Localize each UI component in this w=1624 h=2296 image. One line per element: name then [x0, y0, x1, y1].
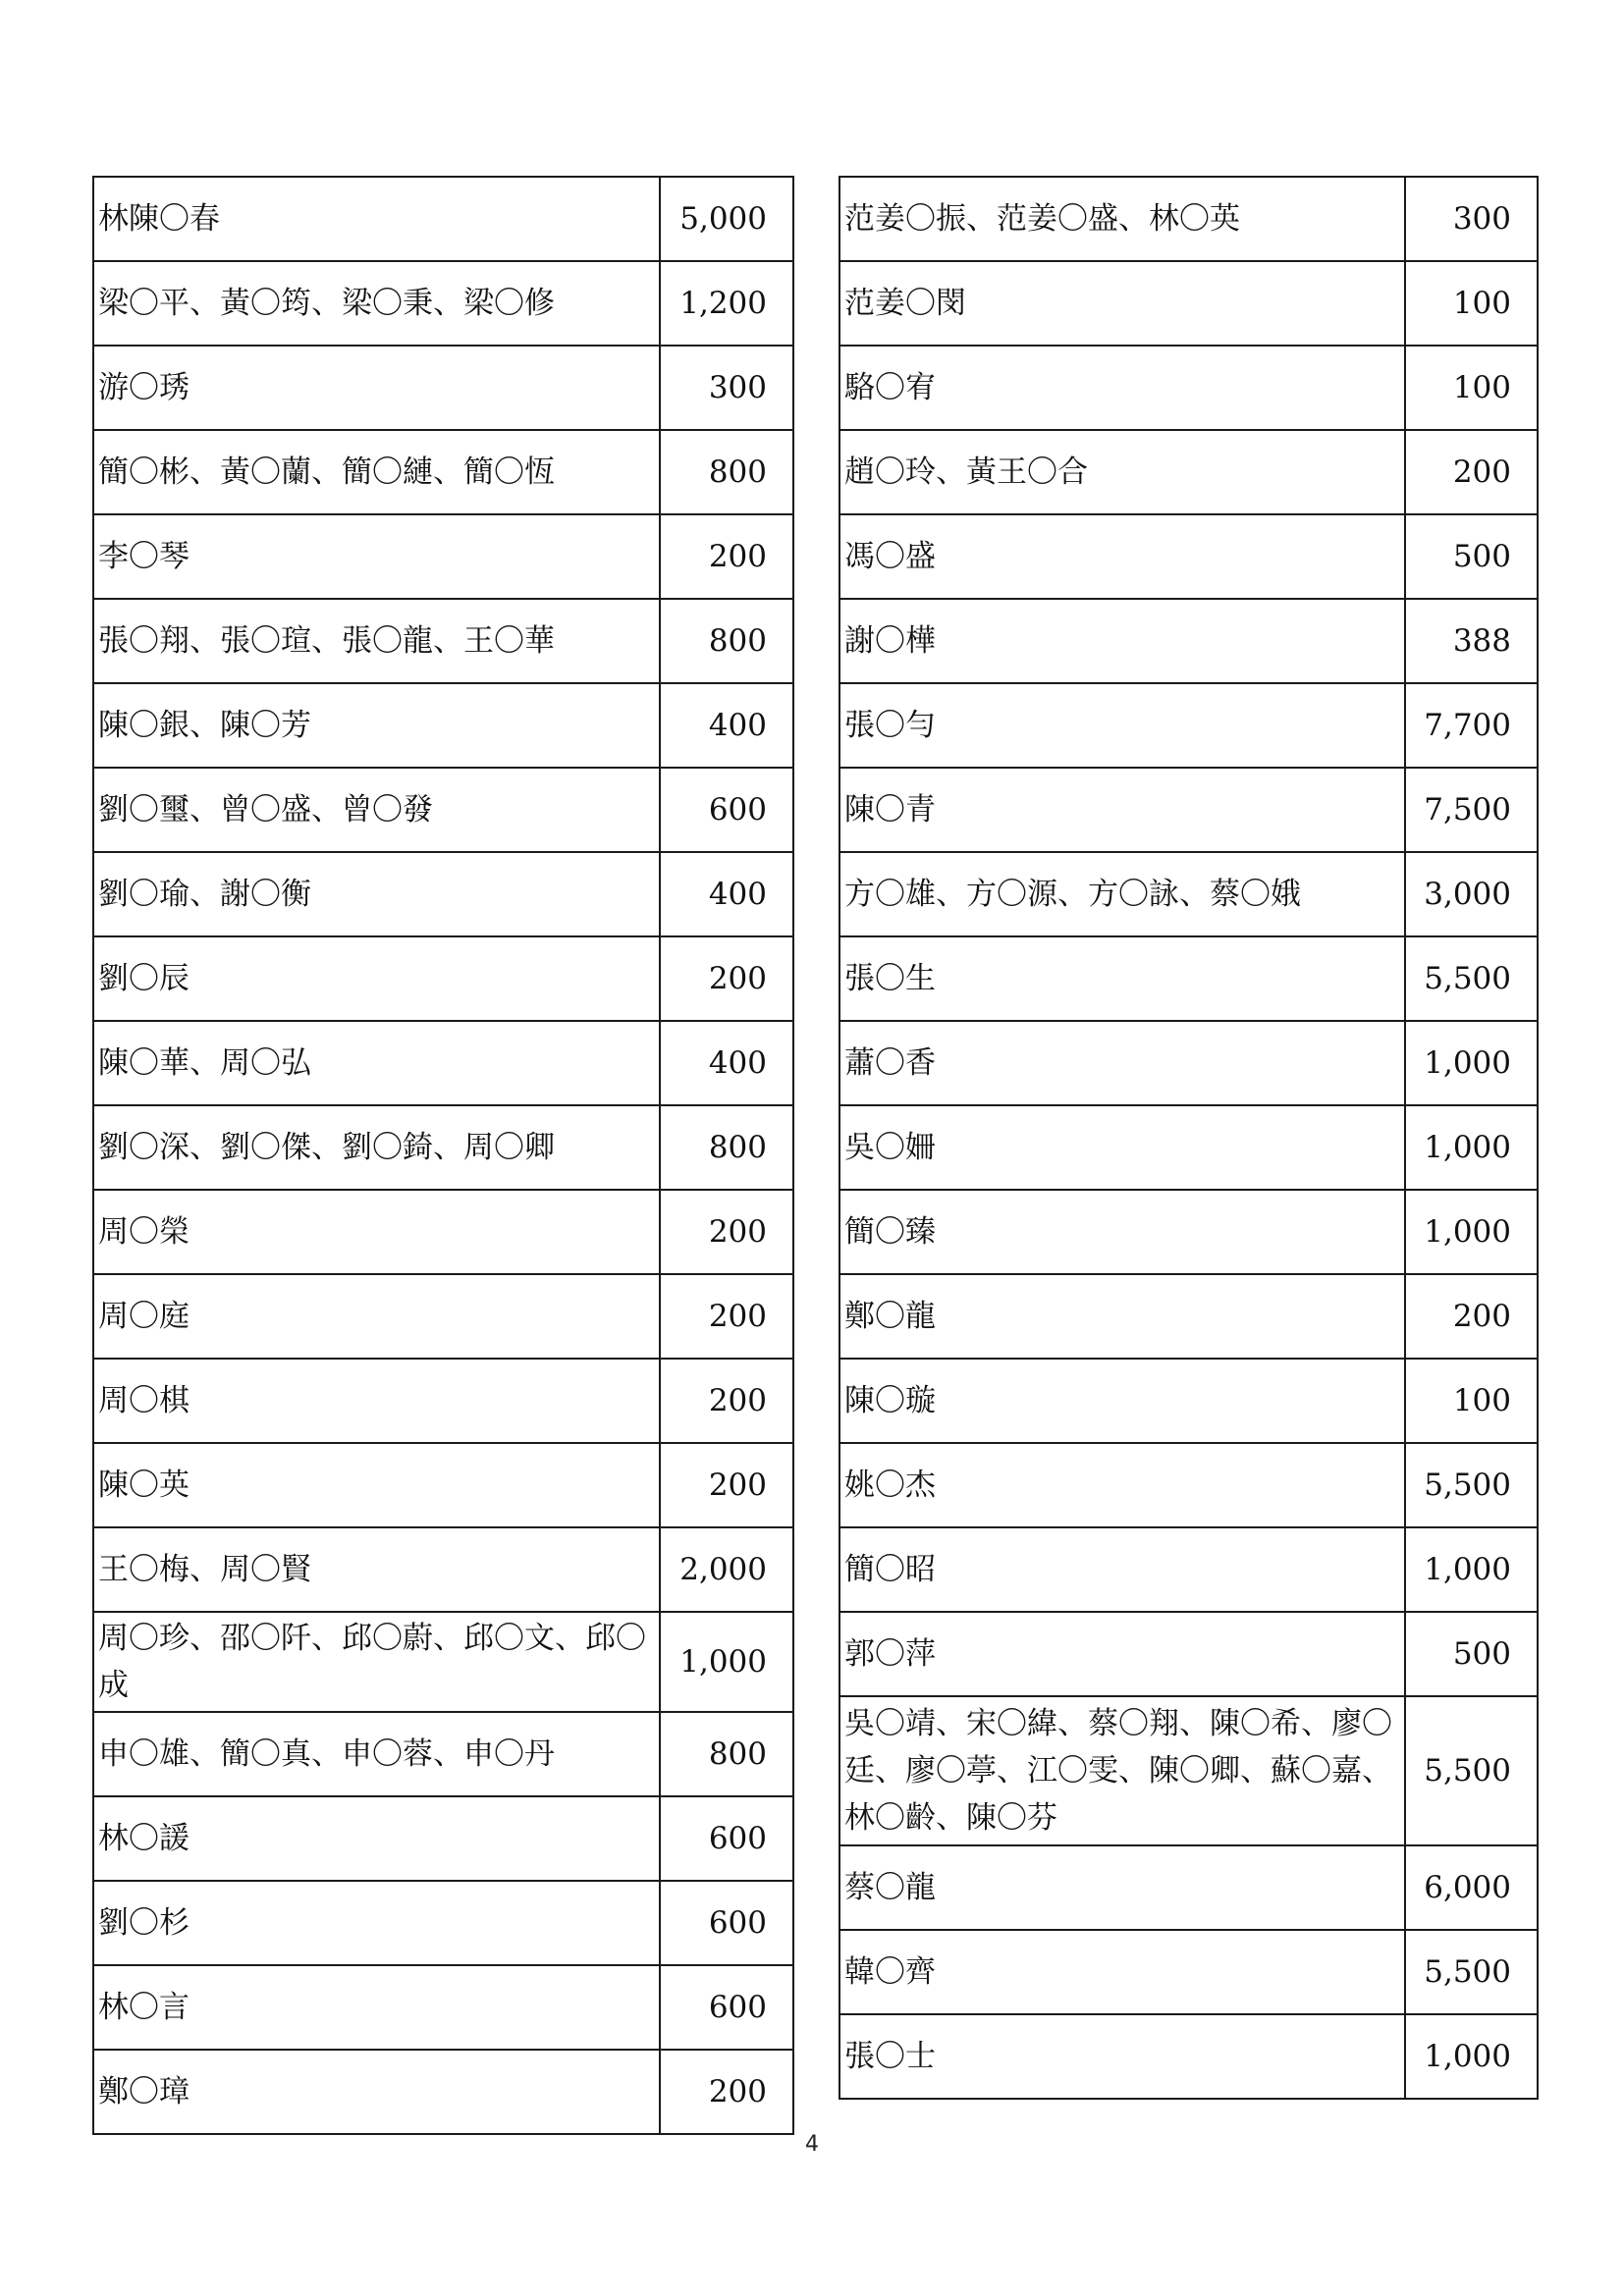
donation-amount: 200: [660, 514, 793, 599]
table-row: [93, 936, 793, 1021]
donor-names: 簡〇昭: [839, 1527, 1405, 1612]
donor-table-right: [839, 176, 1539, 2100]
donation-amount: 400: [660, 852, 793, 936]
table-row: [93, 1105, 793, 1190]
donation-amount: 5,500: [1405, 1696, 1538, 1845]
donation-amount: 200: [660, 1443, 793, 1527]
donor-names: 申〇雄、簡〇真、申〇蓉、申〇丹: [93, 1712, 660, 1796]
donor-names: 張〇勻: [839, 683, 1405, 768]
table-row: [93, 514, 793, 599]
table-row: [839, 514, 1538, 599]
donor-names: 簡〇彬、黃〇蘭、簡〇縺、簡〇恆: [93, 430, 660, 514]
table-row: [93, 599, 793, 683]
donor-names: 趙〇玲、黃王〇合: [839, 430, 1405, 514]
donation-amount: 100: [1405, 346, 1538, 430]
table-row: [93, 261, 793, 346]
donor-names: 周〇榮: [93, 1190, 660, 1274]
table-row: [93, 1443, 793, 1527]
table-row: [839, 1105, 1538, 1190]
donation-amount: 200: [660, 1359, 793, 1443]
donation-amount: 300: [1405, 177, 1538, 261]
donation-amount: 300: [660, 346, 793, 430]
donation-amount: 5,500: [1405, 936, 1538, 1021]
donation-amount: 800: [660, 1712, 793, 1796]
donor-names: 駱〇宥: [839, 346, 1405, 430]
donor-names: 郭〇萍: [839, 1612, 1405, 1696]
donation-amount: 7,700: [1405, 683, 1538, 768]
table-row: [839, 1696, 1538, 1845]
table-row: [839, 1274, 1538, 1359]
donor-names: 游〇琇: [93, 346, 660, 430]
table-row: [93, 1612, 793, 1712]
table-row: [839, 1612, 1538, 1696]
donor-names: 蕭〇香: [839, 1021, 1405, 1105]
table-row: [839, 1527, 1538, 1612]
table-row: [839, 768, 1538, 852]
table-row: [839, 936, 1538, 1021]
donation-amount: 600: [660, 1796, 793, 1881]
donor-names: 張〇生: [839, 936, 1405, 1021]
donor-names: 陳〇華、周〇弘: [93, 1021, 660, 1105]
table-row: [93, 430, 793, 514]
donor-names: 周〇珍、邵〇阡、邱〇蔚、邱〇文、邱〇成: [93, 1612, 660, 1712]
table-row: [839, 177, 1538, 261]
donation-amount: 1,000: [1405, 1190, 1538, 1274]
donor-names: 姚〇杰: [839, 1443, 1405, 1527]
page-number: 4: [805, 2132, 819, 2157]
donation-amount: 3,000: [1405, 852, 1538, 936]
donation-amount: 388: [1405, 599, 1538, 683]
donation-amount: 500: [1405, 514, 1538, 599]
donation-amount: 800: [660, 430, 793, 514]
donation-amount: 400: [660, 683, 793, 768]
donation-amount: 1,000: [1405, 2014, 1538, 2099]
table-row: [93, 1796, 793, 1881]
donation-amount: 600: [660, 768, 793, 852]
table-row: [93, 1021, 793, 1105]
donor-names: 張〇翔、張〇瑄、張〇龍、王〇華: [93, 599, 660, 683]
donation-amount: 2,000: [660, 1527, 793, 1612]
table-row: [839, 430, 1538, 514]
donation-amount: 1,000: [1405, 1021, 1538, 1105]
donation-amount: 1,200: [660, 261, 793, 346]
table-row: [93, 768, 793, 852]
table-row: [839, 683, 1538, 768]
table-row: [93, 852, 793, 936]
table-row: [93, 2050, 793, 2134]
donor-names: 謝〇樺: [839, 599, 1405, 683]
donor-names: 陳〇青: [839, 768, 1405, 852]
donor-names: 李〇琴: [93, 514, 660, 599]
table-row: [839, 2014, 1538, 2099]
donor-names: 張〇士: [839, 2014, 1405, 2099]
donor-names: 吳〇姍: [839, 1105, 1405, 1190]
table-row: [93, 1274, 793, 1359]
donation-amount: 1,000: [1405, 1105, 1538, 1190]
donation-amount: 800: [660, 1105, 793, 1190]
donor-names: 陳〇銀、陳〇芳: [93, 683, 660, 768]
table-row: [93, 177, 793, 261]
donor-names: 馮〇盛: [839, 514, 1405, 599]
table-row: [839, 261, 1538, 346]
table-row: [93, 1712, 793, 1796]
donation-amount: 100: [1405, 1359, 1538, 1443]
donor-names: 吳〇靖、宋〇緯、蔡〇翔、陳〇希、廖〇廷、廖〇葶、江〇雯、陳〇卿、蘇〇嘉、林〇齡、陳〇芬: [839, 1696, 1405, 1845]
donor-names: 范姜〇閔: [839, 261, 1405, 346]
donor-names: 林〇諼: [93, 1796, 660, 1881]
donor-names: 鄭〇璋: [93, 2050, 660, 2134]
donation-amount: 5,000: [660, 177, 793, 261]
table-row: [93, 683, 793, 768]
donation-amount: 6,000: [1405, 1845, 1538, 1930]
table-row: [839, 1930, 1538, 2014]
donor-names: 劉〇深、劉〇傑、劉〇錡、周〇卿: [93, 1105, 660, 1190]
table-row: [93, 1965, 793, 2050]
table-row: [839, 1443, 1538, 1527]
donor-names: 王〇梅、周〇賢: [93, 1527, 660, 1612]
table-row: [839, 346, 1538, 430]
donor-names: 方〇雄、方〇源、方〇詠、蔡〇娥: [839, 852, 1405, 936]
table-row: [93, 1881, 793, 1965]
donor-names: 陳〇璇: [839, 1359, 1405, 1443]
donor-names: 劉〇杉: [93, 1881, 660, 1965]
donation-amount: 5,500: [1405, 1930, 1538, 2014]
donation-amount: 800: [660, 599, 793, 683]
donor-names: 林陳〇春: [93, 177, 660, 261]
donor-table-left: [92, 176, 794, 2135]
donation-amount: 200: [1405, 1274, 1538, 1359]
donation-amount: 400: [660, 1021, 793, 1105]
donation-amount: 200: [660, 936, 793, 1021]
table-row: [93, 1527, 793, 1612]
donation-amount: 200: [660, 1274, 793, 1359]
table-row: [839, 1021, 1538, 1105]
donor-names: 劉〇瑜、謝〇衡: [93, 852, 660, 936]
donor-names: 周〇棋: [93, 1359, 660, 1443]
donation-amount: 200: [660, 1190, 793, 1274]
donor-names: 蔡〇龍: [839, 1845, 1405, 1930]
donor-names: 韓〇齊: [839, 1930, 1405, 2014]
donation-amount: 200: [1405, 430, 1538, 514]
donation-amount: 600: [660, 1881, 793, 1965]
table-row: [839, 852, 1538, 936]
donor-names: 陳〇英: [93, 1443, 660, 1527]
donor-names: 周〇庭: [93, 1274, 660, 1359]
donation-amount: 100: [1405, 261, 1538, 346]
donor-names: 鄭〇龍: [839, 1274, 1405, 1359]
table-row: [839, 1845, 1538, 1930]
donor-names: 林〇言: [93, 1965, 660, 2050]
donation-amount: 7,500: [1405, 768, 1538, 852]
donor-names: 劉〇璽、曾〇盛、曾〇發: [93, 768, 660, 852]
table-row: [93, 346, 793, 430]
donation-amount: 500: [1405, 1612, 1538, 1696]
donation-amount: 200: [660, 2050, 793, 2134]
donor-names: 簡〇臻: [839, 1190, 1405, 1274]
donor-names: 梁〇平、黃〇筠、梁〇秉、梁〇修: [93, 261, 660, 346]
donation-amount: 600: [660, 1965, 793, 2050]
donor-names: 劉〇辰: [93, 936, 660, 1021]
donation-amount: 1,000: [660, 1612, 793, 1712]
table-row: [93, 1359, 793, 1443]
table-row: [839, 1359, 1538, 1443]
table-row: [839, 1190, 1538, 1274]
donation-amount: 1,000: [1405, 1527, 1538, 1612]
table-row: [93, 1190, 793, 1274]
donor-names: 范姜〇振、范姜〇盛、林〇英: [839, 177, 1405, 261]
donation-amount: 5,500: [1405, 1443, 1538, 1527]
table-row: [839, 599, 1538, 683]
